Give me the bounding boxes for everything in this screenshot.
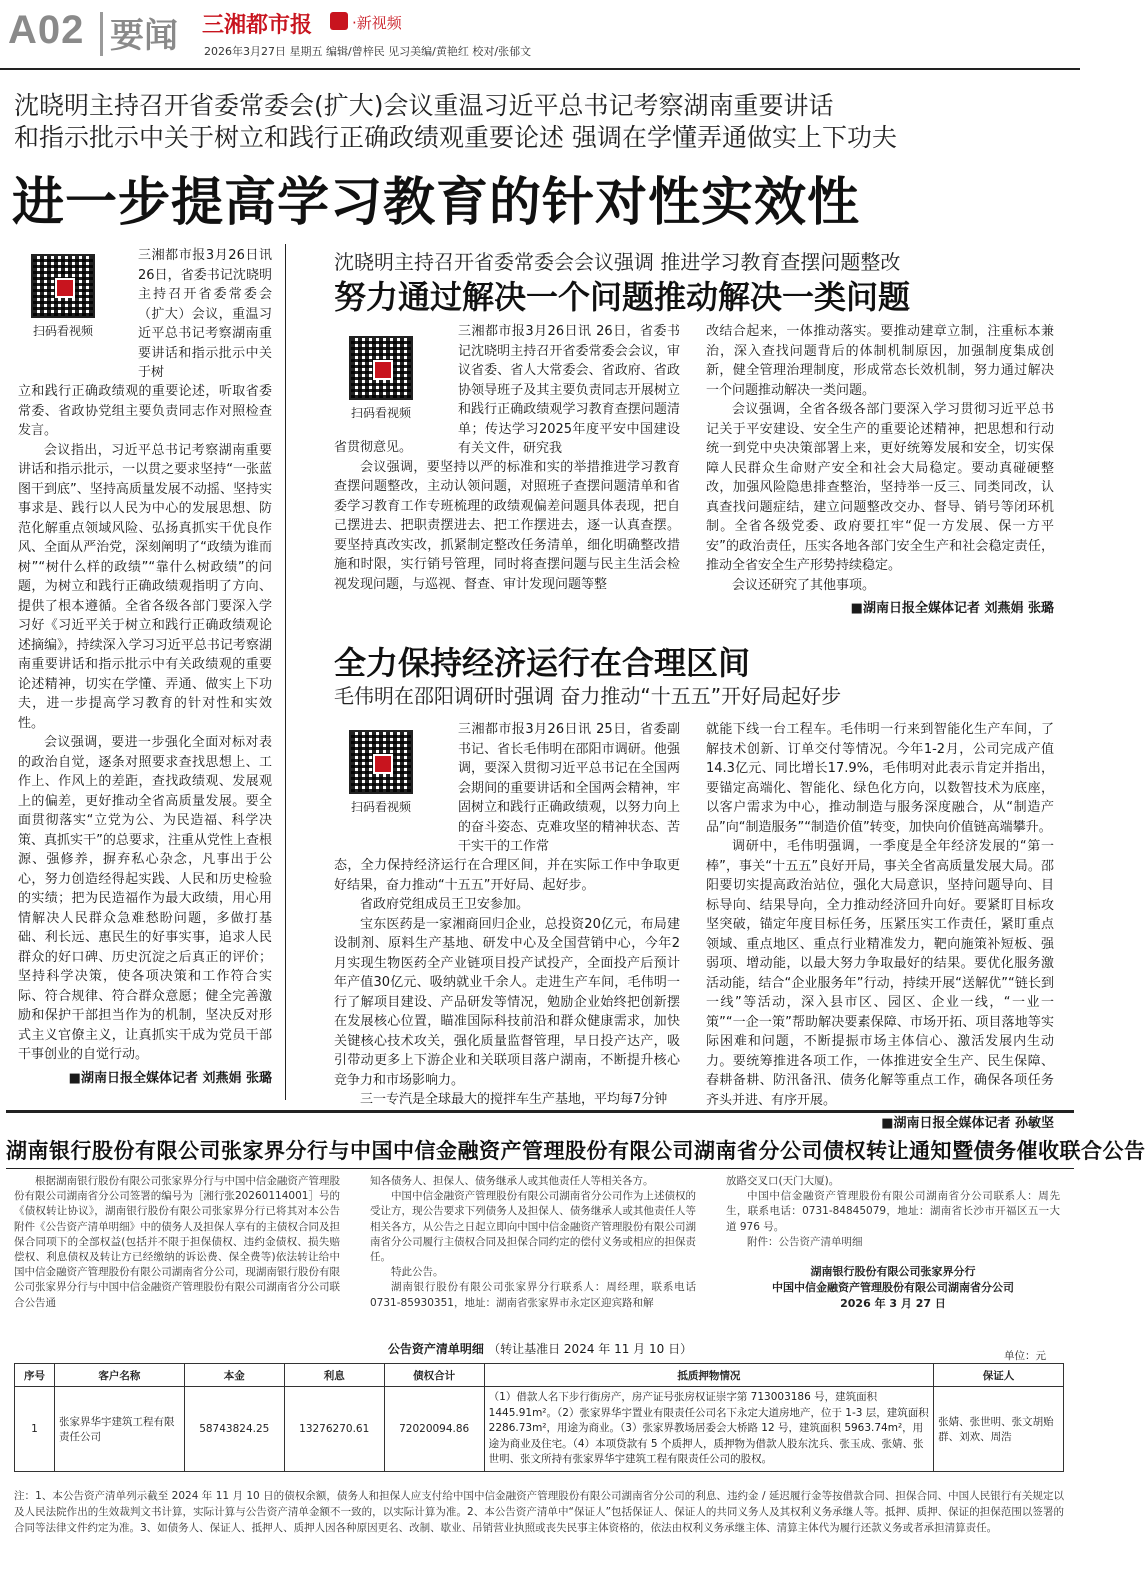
story2-qr[interactable] [336,336,426,421]
notice-title-rule [6,1168,1074,1169]
brand-name: 三湘都市报 [202,13,313,38]
notice-col-3 [726,1174,1060,1330]
notice-paragraph-3c: 附件：公告资产清单明细 [747,1235,863,1248]
qr-code-icon[interactable] [349,730,413,794]
story3-paragraph-1a: 三湘都市报3月26日讯 25日，省委副书记、省长毛伟明在邵阳市调研。他强调，要深入贯彻习近平总书记在全国两会期间的重要讲话和全国两会精神，牢固树立和践行正确政绩观，以努力向上的奋斗姿态、克难攻坚的精神状态、苦干实干的工作常 [458,722,680,854]
asset-table-basis: （转让基准日 2024 年 11 月 10 日） [488,1342,693,1356]
story3-paragraph-3: 宝东医药是一家湘商回归企业，总投资20亿元，布局建设制剂、原料生产基地、研发中心及全国营销中心，今年2月实现生物医药全产业链项目投产试投产，全面投产后预计年产值30亿元、吸纳就业千余人。走进生产车间，毛伟明一行了解项目建设、产品研发等情况，勉励企业始终把创新摆在发展核心位置，瞄准国际科技前沿和群众健康需求，加快关键核心技术攻关，强化质量监督管理，早日投产达产，吸引带动更多上下游企业和关联项目落户湖南，不断提升核心竞争力和市场影响力。 [334,916,680,1088]
notice-top-rule [6,1110,1074,1113]
notice-paragraph-3a: 放路交叉口(天门大厦)。 [726,1175,840,1187]
masthead [0,0,1080,70]
brand-logo-icon [330,12,348,30]
page-code: A02 [8,8,85,52]
notice-signatory-1: 湖南银行股份有限公司张家界分行 [810,1265,976,1279]
cell-total: 72020094.86 [384,1387,484,1472]
story2-paragraph-1b: 省贯彻意见。 [334,440,413,455]
column-header: 序号 [15,1364,55,1387]
lead-kicker-1: 沈晓明主持召开省委常委会(扩大)会议重温习近平总书记考察湖南重要讲话 [14,91,834,120]
asset-table-title [0,1340,1080,1357]
story2-text-left [334,438,680,614]
qr-code-icon[interactable] [31,254,95,318]
story2-qr-label: 扫码看视频 [350,406,411,420]
cell-principal: 58743824.25 [184,1387,284,1472]
cell-collateral: （1）借款人名下步行街房产，房产证号张房权证崇字第 713003186 号，建筑面积 1445.91m²。（2）张家界华宇置业有限责任公司名下永定大道房地产，位于 1-3 层，建筑面积 2286.73m²，用途为商业。（3）张家界教场居委会大桥路 12 号，建筑面积 5963.74m²，用途为商业及住宅。（4）本项贷款有 5 个质押人，质押物为借款人股东沈兵、张玉成、张婧、张世明、张文所持有张家界华宇建筑工程有限责任公司的股权。 [484,1387,933,1472]
masthead-divider [100,12,103,56]
story3-text-left [334,856,680,1107]
column-header: 保证人 [934,1364,1064,1387]
story2-paragraph-5: 会议还研究了其他事项。 [732,577,876,593]
column-header: 利息 [284,1364,384,1387]
lead-text-narrow [138,246,272,382]
story2-paragraph-4: 会议强调，全省各级各部门要深入学习贯彻习近平总书记关于平安建设、安全生产的重要论述精神，把思想和行动统一到党中央决策部署上来，更好统筹发展和安全，切实保障人民群众生命财产安全和社会大局稳定。要动真碰硬整改，加强风险隐患排查整治，坚持举一反三、同类同改，认真查找问题症结，建立问题整改交办、督导、销号等闭环机制。全省各级党委、政府要扛牢“促一方发展、保一方平安”的政治责任，压实各地各部门安全生产和社会稳定责任，推动全省安全生产形势持续稳定。 [706,402,1054,573]
story2-byline: ■湖南日报全媒体记者 刘燕娟 张璐 [850,601,1054,616]
story3-byline: ■湖南日报全媒体记者 孙敏坚 [881,1116,1054,1131]
footnote: 注：1、本公告资产清单列示截至 2024 年 11 月 10 日的债权余额，债务人和担保人应支付给中国中信金融资产管理股份有限公司湖南省分公司的利息、违约金 / 延迟履行金等按借款合同、担保合同、中国人民银行有关规定以及人民法院作出的生效裁判文书计算，实际计算与公告资产清单金额不一致的，以实际计算为准。2、本公告资产清单中“保证人”包括保证人、保证人的共同义务人及其权利义务承继人等。抵押、质押、保证的担保范围以签署的合同等法律文件约定为准。3、如债务人、保证人、抵押人、质押人因各种原因更名、改制、歇业、吊销营业执照或丧失民事主体资格的，依法由权利义务承继主体、清算主体代为履行还款义务或者承担清算责任。 [14,1490,1064,1534]
story3-paragraph-6: 调研中，毛伟明强调，一季度是全年经济发展的“第一棒”，事关“十五五”良好开局，事关全省高质量发展大局。邵阳要切实提高政治站位，强化大局意识，坚持问题导向、目标导向、结果导向，全力推动经济回升向好。要紧盯目标攻坚突破，锚定年度目标任务，压紧压实工作责任，紧盯重点领域、重点地区、重点行业精准发力，靶向施策补短板、强弱项、增动能，以最大努力争取最好的结果。要优化服务激活动能，结合“企业服务年”行动，持续开展“送解优”“链长到一线”等活动，深入县市区、园区、企业一线，“一业一策”“一企一策”帮助解决要素保障、市场开拓、项目落地等实际困难和问题，不断提振市场主体信心、激活发展内生动力。要统筹推进各项工作，一体推进安全生产、民生保障、春耕备耕、防汛备汛、债务化解等重点工作，确保各项任务齐头并进、有序开展。 [706,839,1054,1108]
notice-title: 湖南银行股份有限公司张家界分行与中国中信金融资产管理股份有限公司湖南省分公司债权转让通知暨债务催收联合公告 [6,1139,1146,1163]
cell-no: 1 [15,1387,55,1472]
lead-kicker-2: 和指示批示中关于树立和践行正确政绩观重要论述 强调在学懂弄通做实上下功夫 [14,123,897,152]
story3-text-narrow [458,720,680,856]
asset-table [14,1363,1064,1472]
story2-paragraph-2: 会议强调，要坚持以严的标准和实的举措推进学习教育查摆问题整改，主动认领问题，对照班子查摆问题清单和省委学习教育工作专班梳理的政绩观偏差问题具体表现，把自己摆进去、把职责摆进去、把工作摆进去，逐一认真查摆。要坚持真改实改，抓紧制定整改任务清单，细化明确整改措施和时限，实行销号管理，同时将查摆问题与民主生活会检视发现问题，与巡视、督查、审计发现问题等整 [334,459,680,592]
asset-table-title-text: 公告资产清单明细 [387,1342,484,1356]
lead-qr[interactable] [18,254,108,339]
story3-qr-label: 扫码看视频 [350,800,411,814]
story2-paragraph-1a: 三湘都市报3月26日讯 26日，省委书记沈晓明主持召开省委常委会会议，审议省委、省人大常委会、省政府、省政协领导班子及其主要负责同志开展树立和践行正确政绩观学习教育查摆问题清单；传达学习2025年度平安中国建设有关文件，研究我 [458,324,680,456]
story2-text-right [706,322,1054,616]
story3-paragraph-5: 就能下线一台工程车。毛伟明一行来到智能化生产车间，了解技术创新、订单交付等情况。今年1-2月，公司完成产值14.3亿元、同比增长17.9%，毛伟明对此表示肯定并指出，要锚定高端化、智能化、绿色化方向，以数智技术为底座，以客户需求为中心，推动制造与服务深度融合，从“制造产品”向“制造服务”“制造价值”转变，加快向价值链高端攀升。 [706,722,1054,835]
lead-paragraph-1b: 立和践行正确政绩观的重要论述，听取省委常委、省政协党组主要负责同志作对照检查发言。 [18,384,272,438]
story3-text-right [706,720,1054,1131]
notice-paragraph-1: 根据湖南银行股份有限公司张家界分行与中国中信金融资产管理股份有限公司湖南省分公司签署的编号为［湘行张20260114001］号的《债权转让协议》，湖南银行股份有限公司张家界分行已将其对本公告附件《公告资产清单明细》中的债务人及担保人享有的主债权合同及担保合同项下的全部权益(包括并不限于担保债权、违约金债权、损失赔偿权、利息债权及转让方已经缴纳的诉讼费、保全费等)依法转让给中国中信金融资产管理股份有限公司湖南省分公司，现湖南银行股份有限公司张家界分行与中国中信金融资产管理股份有限公司湖南省分公司联合公告通 [14,1175,340,1309]
column-rule [285,244,286,1100]
notice-paragraph-2d: 湖南银行股份有限公司张家界分行联系人：周经理，联系电话 0731-85930351，地址：湖南省张家界市永定区迎宾路和解 [370,1281,696,1309]
story3-subhead: 毛伟明在邵阳调研时强调 奋力推动“十五五”开好局起好步 [334,684,842,708]
column-header: 客户名称 [54,1364,184,1387]
cell-interest: 13276270.61 [284,1387,384,1472]
column-header: 债权合计 [384,1364,484,1387]
story2-paragraph-3: 改结合起来，一体推动落实。要推动建章立制，注重标本兼治，深入查找问题背后的体制机制原因，加强制度集成创新，健全管理治理制度，形成常态长效机制，努力通过解决一个问题推动解决一类问题。 [706,324,1054,398]
story3-qr[interactable] [336,730,426,815]
notice-date: 2026 年 3 月 27 日 [840,1297,946,1311]
column-header: 本金 [184,1364,284,1387]
notice-paragraph-2b: 中国中信金融资产管理股份有限公司湖南省分公司作为上述债权的受让方，现公告要求下列债务人及担保人、债务继承人或其他责任人等相关各方，从公告之日起立即向中国中信金融资产管理股份有限公司湖南省分公司履行主债权合同及担保合同约定的偿付义务或相应的担保责任。 [370,1190,696,1264]
lead-paragraph-1a: 三湘都市报3月26日讯 26日，省委书记沈晓明主持召开省委常委会（扩大）会议，重温习近平总书记考察湖南重要讲话和指示批示中关于树 [138,248,272,380]
column-header: 抵质押物情况 [484,1364,933,1387]
table-row [15,1387,1064,1472]
story3-headline: 全力保持经济运行在合理区间 [334,644,751,682]
cell-customer: 张家界华宇建筑工程有限责任公司 [54,1387,184,1472]
lead-headline: 进一步提高学习教育的针对性实效性 [12,173,861,233]
brand-sub: ·新视频 [352,14,402,32]
notice-col-1 [14,1174,340,1330]
lead-paragraph-3: 会议强调，要进一步强化全面对标对表的政治自觉，逐条对照要求查找思想上、工作上、作风上的差距，查找政绩观、发展观上的偏差，更好推动全省高质量发展。要全面贯彻落实“立党为公、为民造福、科学决策、真抓实干”的总要求，注重从党性上查根源、强修养，摒弃私心杂念，凡事出于公心，努力创造经得起实践、人民和历史检验的实绩；把为民造福作为最大政绩，用心用情解决人民群众急难愁盼问题，多做打基础、利长远、惠民生的好事实事，追求人民群众的好口碑、历史沉淀之后真正的评价；坚持科学决策，使各项决策和工作符合实际、符合规律、符合群众意愿；健全完善激励和保护干部担当作为的机制，坚决反对形式主义官僚主义，让真抓实干成为党员干部干事创业的自觉行动。 [18,735,272,1062]
section-name: 要闻 [110,16,178,56]
asset-table-unit: 单位：元 [1004,1350,1046,1362]
lead-qr-label: 扫码看视频 [32,324,93,338]
notice-signatory-2: 中国中信金融资产管理股份有限公司湖南省分公司 [772,1281,1014,1295]
story3-paragraph-4: 三一专汽是全球最大的搅拌车生产基地，平均每7分钟 [360,1092,668,1107]
story2-subhead: 沈晓明主持召开省委常委会会议强调 推进学习教育查摆问题整改 [334,250,901,274]
cell-guarantors: 张婧、张世明、张文胡贻群、刘欢、周浩 [934,1387,1064,1472]
lead-paragraph-2: 会议指出，习近平总书记考察湖南重要讲话和指示批示，一以贯之要求坚持“一张蓝图干到底”、坚持高质量发展不动摇、坚持实事求是、践行以人民为中心的发展思想、防范化解重点领域风险、弘扬真抓实干优良作风、全面从严治党，深刻阐明了“政绩为谁而树”“树什么样的政绩”“靠什么树政绩”的问题，为树立和践行正确政绩观指明了方向、提供了根本遵循。全省各级各部门要深入学习好《习近平关于树立和践行正确政绩观论述摘编》，持续深入学习习近平总书记考察湖南重要讲话和指示批示中有关政绩观的重要论述精神，切实在学懂、弄通、做实上下功夫，进一步提高学习教育的针对性和实效性。 [18,442,272,731]
notice-paragraph-2a: 知各债务人、担保人、债务继承人或其他责任人等相关各方。 [370,1175,654,1187]
qr-code-icon[interactable] [349,336,413,400]
asset-table-header-row [15,1364,1064,1387]
story3-paragraph-1b: 态，全力保持经济运行在合理区间，并在实际工作中争取更好结果，奋力推动“十五五”开好局、起好步。 [334,858,680,893]
notice-paragraph-3b: 中国中信金融资产管理股份有限公司湖南省分公司联系人：周先生，联系电话：0731-84845079，地址：湖南省长沙市开福区五一大道 976 号。 [726,1190,1060,1233]
issue-line: 2026年3月27日 星期五 编辑/曾梓民 见习美编/黄艳红 校对/张郁文 [204,45,532,58]
notice-paragraph-2c: 特此公告。 [391,1266,444,1279]
story2-headline: 努力通过解决一个问题推动解决一类问题 [334,278,911,316]
lead-text [18,382,272,1098]
story2-text-narrow [458,322,680,456]
notice-col-2 [370,1174,696,1330]
lead-byline: ■湖南日报全媒体记者 刘燕娟 张璐 [68,1070,272,1086]
story3-paragraph-2: 省政府党组成员王卫安参加。 [360,897,530,912]
